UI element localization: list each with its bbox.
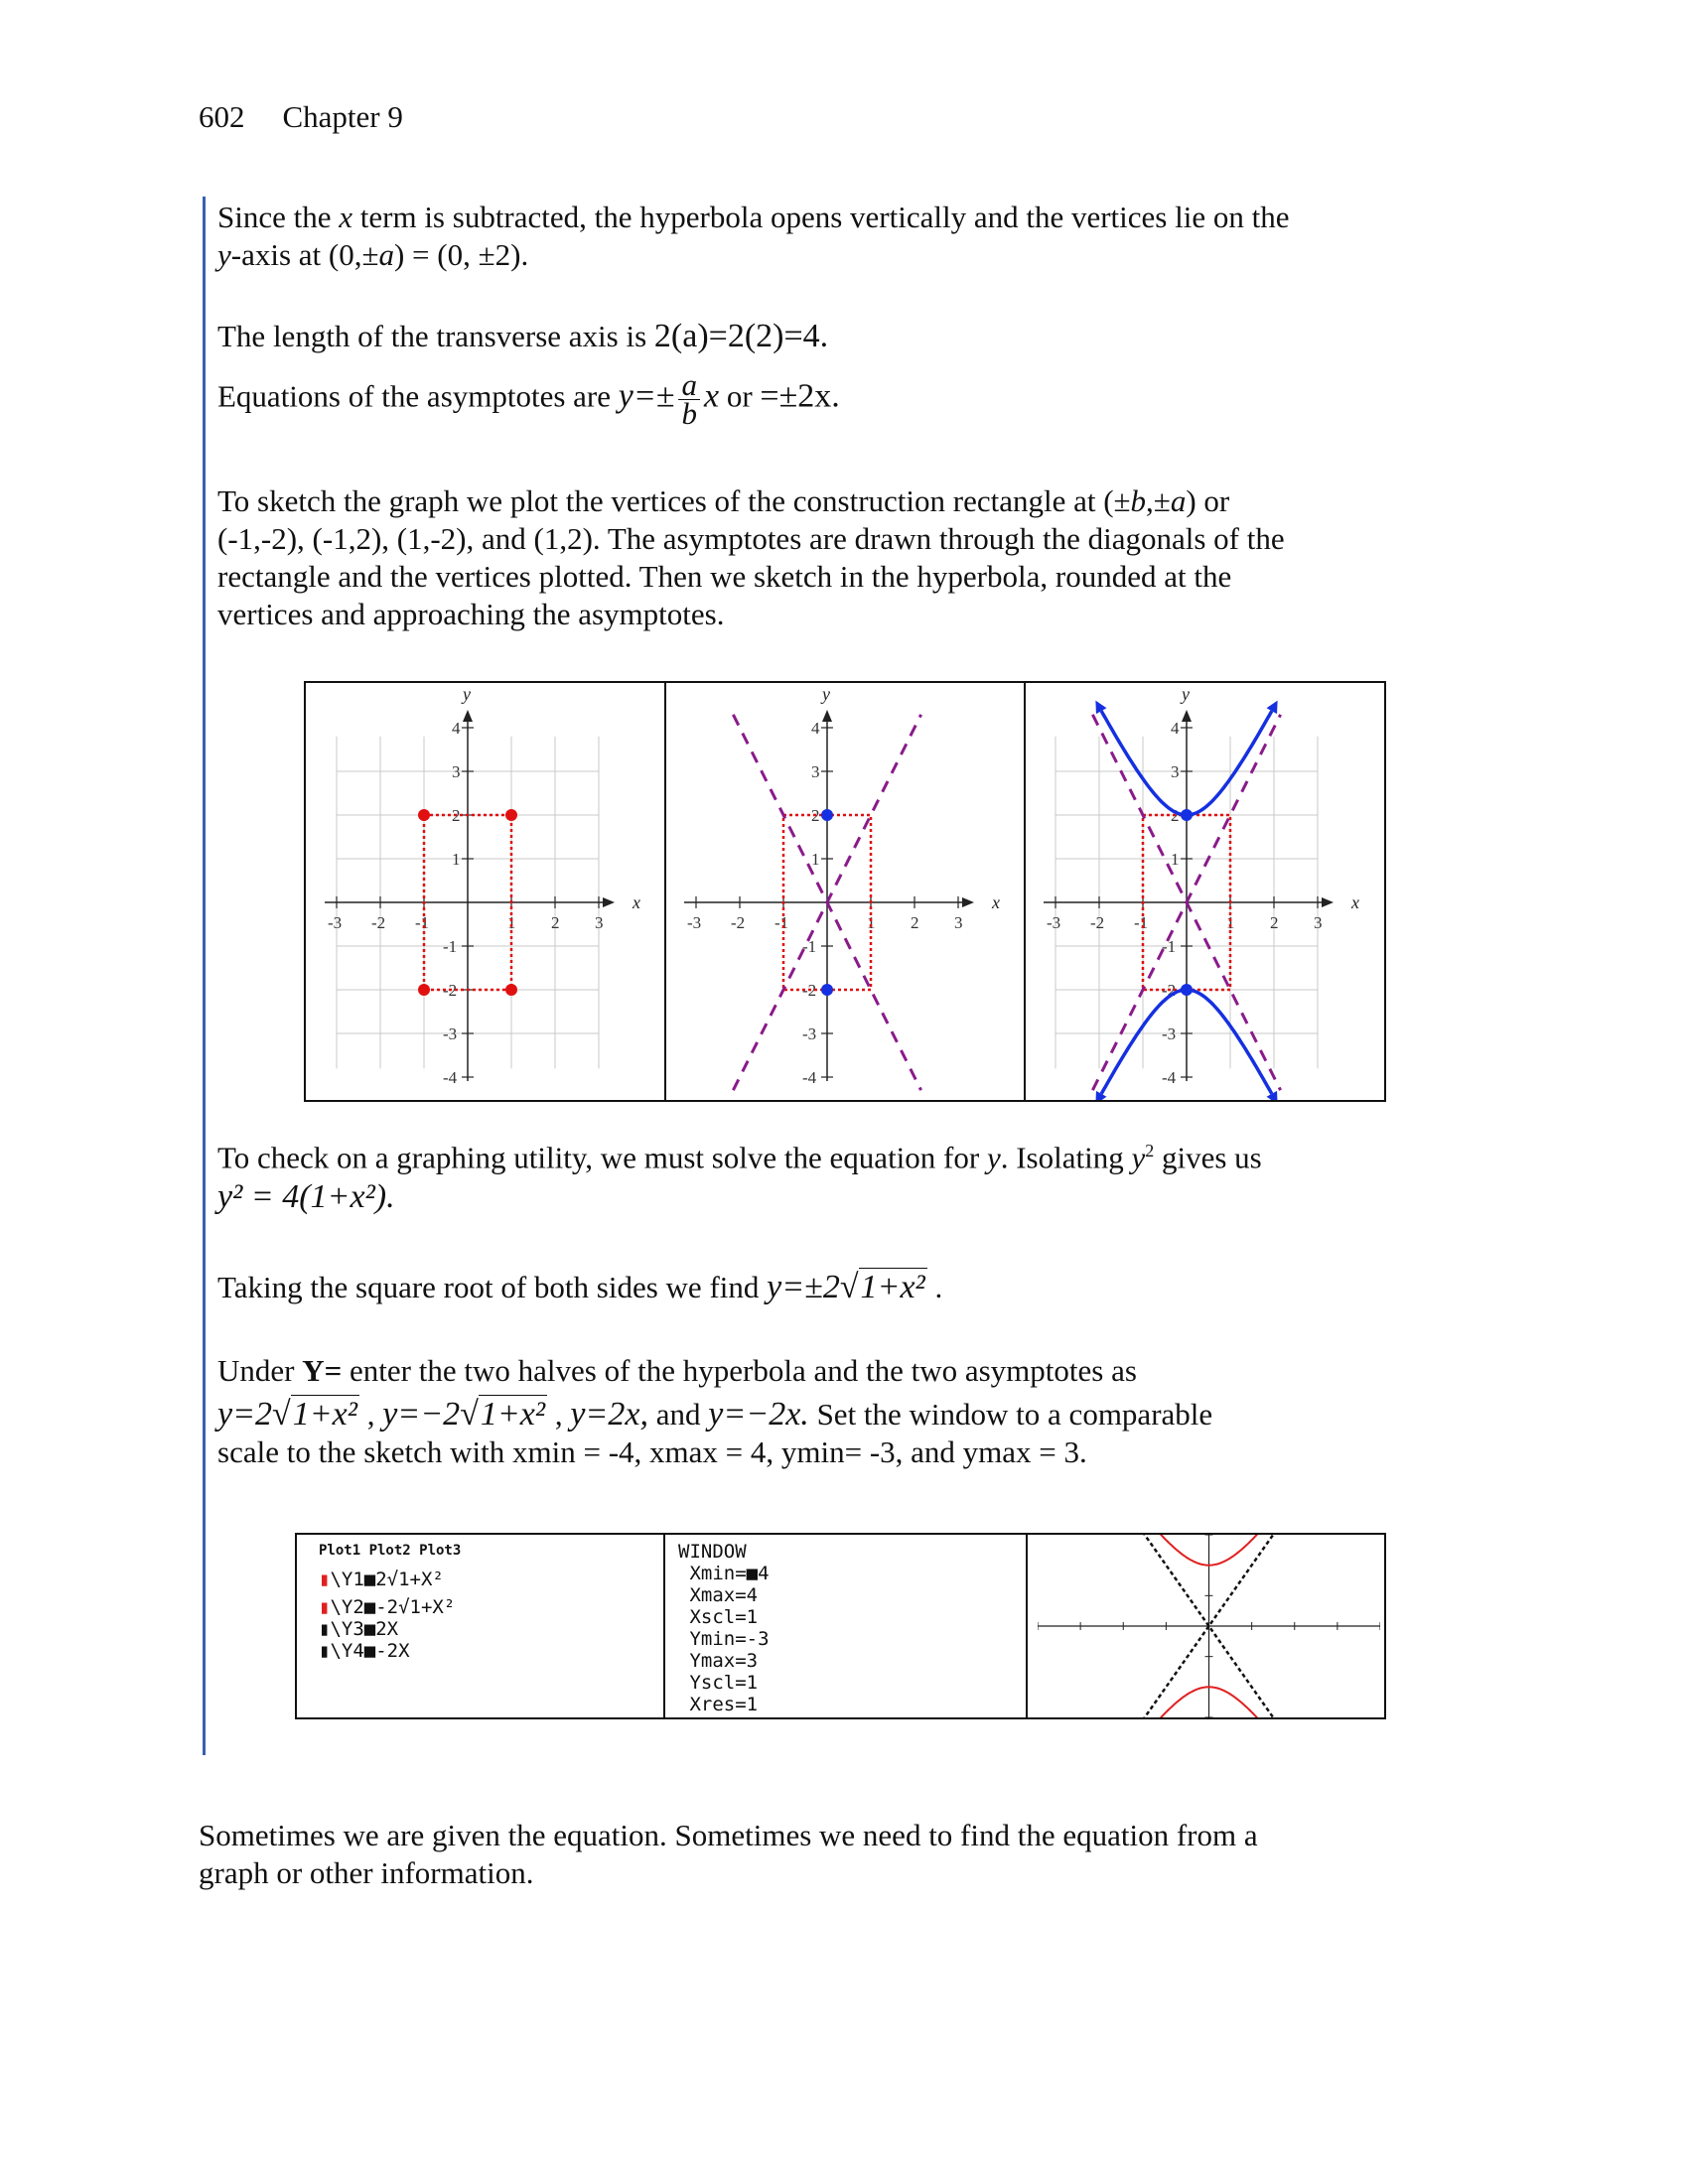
y-tick-label: -1	[1162, 937, 1177, 956]
hyperbola-vertex-point	[1181, 809, 1193, 821]
x-tick-label: 2	[911, 913, 919, 932]
y-axis-arrow	[463, 710, 473, 722]
x-tick-label: -1	[1134, 913, 1149, 932]
x-tick-label: -3	[687, 913, 702, 932]
y-equals-screen: Plot1 Plot2 Plot3 ▮\Y1■2√1+X² ▮\Y2■-2√1+X² ▮\Y3■2X ▮\Y4■-2X	[319, 1543, 462, 1662]
y-tick-label: -3	[802, 1024, 817, 1043]
window-screen: WINDOW Xmin=■4 Xmax=4 Xscl=1 Ymin=-3 Ymax=3 Yscl=1 Xres=1	[678, 1541, 770, 1715]
y-tick-label: -4	[1162, 1068, 1177, 1087]
x-tick-label: -2	[1090, 913, 1105, 932]
rectangle-vertex-point	[505, 984, 517, 996]
y-tick-label: 3	[811, 762, 820, 781]
y-axis-arrow	[822, 710, 832, 722]
x-tick-label: -1	[415, 913, 430, 932]
margin-bar	[203, 197, 206, 1755]
y-tick-label: -2	[802, 981, 817, 1000]
y-tick-label: -3	[1162, 1024, 1177, 1043]
y-axis-label: y	[822, 684, 830, 704]
rectangle-vertex-point	[418, 809, 430, 821]
y-tick-label: 4	[452, 719, 461, 738]
paragraph-check: To check on a graphing utility, we must solve the equation for y. Isolating $y^2$ gives us y² = 4(1+x²).	[217, 1140, 1262, 1216]
page-header	[199, 99, 403, 135]
x-tick-label: 1	[867, 913, 876, 932]
x-tick-label: -1	[774, 913, 789, 932]
x-axis-label: x	[633, 892, 640, 912]
x-tick-label: 3	[595, 913, 604, 932]
x-tick-label: -2	[731, 913, 746, 932]
x-axis-arrow	[1322, 897, 1334, 907]
x-tick-label: 1	[1226, 913, 1235, 932]
fraction-a-over-b: $\frac{a}{b}$	[678, 371, 700, 428]
y-tick-label: 3	[452, 762, 461, 781]
hyperbola-graphs	[306, 683, 1384, 1100]
y-axis-label: y	[463, 684, 471, 704]
y-tick-label: -3	[443, 1024, 458, 1043]
paragraph-graphing-utility: Under Y= enter the two halves of the hyperbola and the two asymptotes as y=2√1+x² , y=−2√1+x² , y=2x, and y=−2x. Set the window to a comparable scale to the sketch with xmin = -4, xmax = 4, ymin= -3, and ymax = 3.	[217, 1353, 1213, 1469]
x-tick-label: 2	[1270, 913, 1279, 932]
x-axis-arrow	[603, 897, 615, 907]
graph-2	[684, 684, 1000, 1090]
x-axis-arrow	[962, 897, 974, 907]
y-tick-label: -4	[443, 1068, 458, 1087]
rectangle-vertex-point	[418, 984, 430, 996]
y-tick-label: -2	[1162, 981, 1177, 1000]
isolated-equation: y² = 4(1+x²).	[217, 1178, 395, 1216]
x-axis-label: x	[992, 892, 1000, 912]
paragraph-sketch: To sketch the graph we plot the vertices of the construction rectangle at (±b,±a) or (-1,-2), (-1,2), (1,-2), and (1,2). The asymptotes are drawn through the diagonals of the rectangle and the vertices plotted. Then we sketch in the hyperbola, rounded at the vertices and approaching the asymptotes.	[217, 483, 1285, 631]
hyperbola-vertex-point	[821, 984, 833, 996]
page-number: 602	[199, 99, 245, 134]
y-axis-arrow	[1182, 710, 1192, 722]
y-tick-label: -4	[802, 1068, 817, 1087]
hyperbola-vertex-point	[821, 809, 833, 821]
y-tick-label: 3	[1171, 762, 1180, 781]
x-tick-label: -3	[1047, 913, 1061, 932]
paragraph-square-root: Taking the square root of both sides we find y=±2√1+x² .	[217, 1269, 943, 1305]
y-tick-label: 2	[452, 806, 461, 825]
paragraph-vertices: Since the x term is subtracted, the hyperbola opens vertically and the vertices lie on the y-axis at (0,±a) = (0, ±2).	[217, 200, 1290, 272]
graph-1	[325, 684, 640, 1087]
y-tick-label: -1	[802, 937, 817, 956]
y-tick-label: 4	[1171, 719, 1180, 738]
rectangle-vertex-point	[505, 809, 517, 821]
y-tick-label: 1	[452, 850, 461, 869]
y-tick-label: 1	[811, 850, 820, 869]
y-tick-label: 2	[1171, 806, 1180, 825]
x-axis-label: x	[1351, 892, 1359, 912]
y-axis-label: y	[1182, 684, 1190, 704]
y-tick-label: -2	[443, 981, 458, 1000]
paragraph-closing: Sometimes we are given the equation. Sometimes we need to find the equation from a graph or other information.	[199, 1818, 1258, 1890]
x-tick-label: -3	[328, 913, 343, 932]
y-tick-label: 2	[811, 806, 820, 825]
graph-panel	[304, 681, 1386, 1102]
x-tick-label: 2	[551, 913, 560, 932]
paragraph-transverse-axis: The length of the transverse axis is 2(a)=2(2)=4.	[217, 318, 829, 354]
x-tick-label: 3	[954, 913, 963, 932]
x-tick-label: -2	[371, 913, 386, 932]
y-tick-label: -1	[443, 937, 458, 956]
y-tick-label: 4	[811, 719, 820, 738]
transverse-equation: 2(a)=2(2)=4.	[653, 318, 829, 354]
graph-3	[1044, 684, 1359, 1100]
hyperbola-vertex-point	[1181, 984, 1193, 996]
x-tick-label: 1	[507, 913, 516, 932]
chapter-title: Chapter 9	[282, 99, 403, 134]
x-tick-label: 3	[1314, 913, 1323, 932]
y-tick-label: 1	[1171, 850, 1180, 869]
calculator-graph-screen	[1038, 1535, 1380, 1717]
paragraph-asymptotes: Equations of the asymptotes are y=± $\frac{a}{b}$ x or =±2x.	[217, 367, 840, 431]
calculator-panel	[295, 1533, 1386, 1719]
